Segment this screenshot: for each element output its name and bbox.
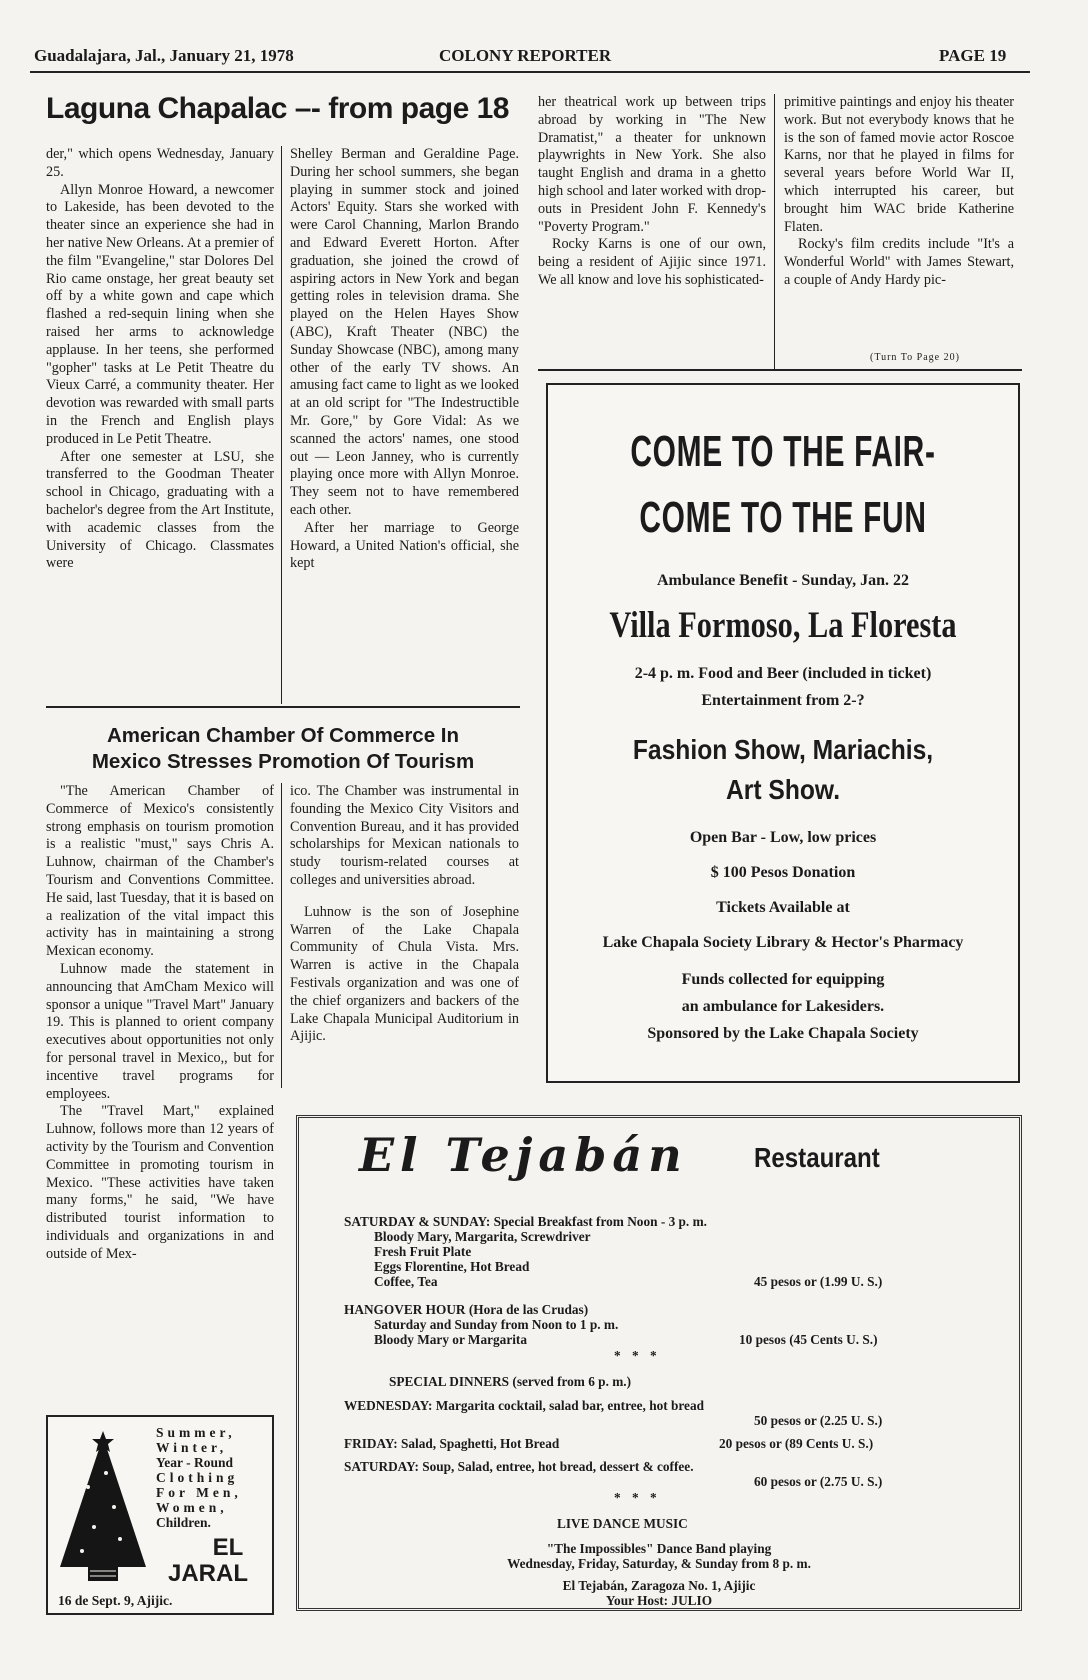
separator-stars: * * * [614, 1348, 661, 1363]
paragraph: Rocky's film credits include "It's a Wonderful World" with James Stewart, a couple of Andy Hardy pic- [784, 236, 1014, 288]
fair-sponsor: Sponsored by the Lake Chapala Society [647, 1025, 919, 1042]
chamber-column-2 [290, 783, 519, 1046]
el-jaral-description [156, 1425, 272, 1530]
chamber-headline-line-1: American Chamber Of Commerce In [106, 724, 460, 747]
paragraph: Rocky Karns is one of our own, being a resident of Ajijic since 1971. We all know and love his sophisticated- [538, 236, 766, 288]
paragraph: der," which opens Wednesday, January 25. [46, 146, 274, 180]
fair-bar: Open Bar - Low, low prices [689, 829, 877, 846]
masthead-rule [30, 71, 1030, 73]
chamber-column-1 [46, 783, 274, 1264]
article-headline: Laguna Chapalac –- from page 18 [46, 92, 509, 125]
restaurant-label: Restaurant [754, 1142, 880, 1173]
band-line: "The Impossibles" Dance Band playing [546, 1541, 772, 1556]
column-divider [774, 94, 775, 370]
menu-price: 45 pesos or (1.99 U. S.) [754, 1274, 883, 1289]
paragraph: primitive paintings and enjoy his theater work. But not everybody knows that he is the son of famed movie actor Roscoe Karns, nor that he played in films for several years before World War II, which interrupted his career, but brought him WAC bride Katherine Flaten. [784, 94, 1014, 235]
restaurant-host: Your Host: JULIO [605, 1593, 713, 1608]
fair-slogan-line-2: COME TO THE FUN [639, 493, 927, 542]
paragraph: her theatrical work up between trips abroad by working in "The New Dramatist," a theater for unknown playwrights in New York. She also taught English and drama in a ghetto high school and later worked with drop-outs in President John F. Kennedy's "Poverty Program." [538, 94, 766, 235]
dateline: Guadalajara, Jal., January 21, 1978 [34, 46, 294, 65]
page-number: PAGE 19 [939, 46, 1007, 65]
fair-location: Villa Formoso, La Floresta [609, 605, 957, 646]
separator-stars: * * * [614, 1490, 661, 1505]
section-rule [538, 369, 1022, 371]
el-jaral-name-2: JARAL [168, 1560, 249, 1587]
paragraph: After her marriage to George Howard, a United Nation's official, she kept [290, 519, 519, 572]
el-jaral-advertisement [46, 1415, 274, 1615]
fair-fashion-line-2: Art Show. [725, 774, 841, 805]
fair-entertainment: Entertainment from 2-? [701, 692, 865, 709]
el-jaral-line: Year - Round [156, 1455, 234, 1470]
chamber-headline [46, 723, 520, 775]
menu-price: 60 pesos or (2.75 U. S.) [754, 1474, 883, 1489]
el-jaral-line: Women, [156, 1500, 228, 1515]
el-jaral-line: Winter, [156, 1440, 228, 1455]
paragraph: Luhnow made the statement in announcing that AmCham Mexico will sponsor a unique "Travel Mart" January 19. This is planned to orient company executives about opportunities not only for personal travel in Mexico,, but for incentive travel programs for employees. [46, 960, 274, 1102]
paragraph: "The American Chamber of Commerce of Mexico's consistently strong emphasis on tourism promotion is a realistic "must," says Chris A. Luhnow, chairman of the Chamber's Tourism and Conventions Committee. He said, last Tuesday, that it is based on a realization of the vital impact this activity has in maintaining a strong Mexican economy. [46, 783, 274, 960]
el-jaral-address: 16 de Sept. 9, Ajijic. [58, 1593, 173, 1608]
turn-to-page: (Turn To Page 20) [870, 352, 960, 363]
article-column-4 [784, 94, 1014, 290]
paragraph: Allyn Monroe Howard, a newcomer to Lakeside, has been devoted to the theater since an experience she had in her native New Orleans. At a premier of the film "Evangeline," star Dolores Del Rio came onstage, her great beauty set off by a white gown and cape which flashed a red-sequin lining when she raised her arms to acknowledge applause. In her teens, she performed "gopher" tasks at Le Petit Theatre du Vieux Carré, a community theater. Her devotion was rewarded with small parts in the French and English plays produced in Le Petit Theatre. [46, 181, 274, 447]
fair-funds-line-2: an ambulance for Lakesiders. [681, 998, 885, 1015]
live-music-header: LIVE DANCE MUSIC [557, 1516, 688, 1531]
el-jaral-name-1: EL [212, 1534, 244, 1561]
paragraph: ico. The Chamber was instrumental in founding the Mexico City Visitors and Convention Bureau, and it has provided scholarships for Mexican nationals to study tourism-related courses at colleges and universities abroad. [290, 783, 519, 888]
christmas-tree-icon [54, 1427, 152, 1587]
special-dinners-header: SPECIAL DINNERS (served from 6 p. m.) [389, 1374, 632, 1389]
restaurant-name: El Tejabán [359, 1128, 688, 1182]
menu-item: Fresh Fruit Plate [374, 1244, 472, 1259]
menu-item: Eggs Florentine, Hot Bread [374, 1259, 530, 1274]
fair-donation: $ 100 Pesos Donation [710, 864, 856, 881]
menu-item: SATURDAY: Soup, Salad, entree, hot bread, dessert & coffee. [344, 1459, 694, 1474]
el-jaral-line: Children. [156, 1515, 211, 1530]
fair-tickets: Tickets Available at [716, 899, 850, 916]
chamber-headline-line-2: Mexico Stresses Promotion Of Tourism [91, 750, 475, 773]
column-divider [281, 783, 282, 1088]
fair-food: 2-4 p. m. Food and Beer (included in ticket) [634, 665, 932, 682]
paper-name: COLONY REPORTER [439, 46, 612, 65]
paragraph: After one semester at LSU, she transferred to the Goodman Theater school in Chicago, graduating with a bachelor's degree from the Art Institute, with academic classes from the University of Chicago. Classmates were [46, 448, 274, 572]
masthead [34, 46, 1034, 72]
paragraph: Luhnow is the son of Josephine Warren of the Lake Chapala Community of Chula Vista. Mrs. Warren is active in the Chapala Festivals organization and was one of the chief organizers and backers of the Lake Chapala Municipal Auditorium in Ajijic. [290, 903, 519, 1045]
menu-price: 20 pesos or (89 Cents U. S.) [719, 1436, 874, 1451]
days-line: Wednesday, Friday, Saturday, & Sunday from 8 p. m. [507, 1556, 811, 1571]
fair-fashion-line-1: Fashion Show, Mariachis, [632, 734, 934, 765]
article-column-1 [46, 146, 274, 573]
paragraph: Shelley Berman and Geraldine Page. During her school summers, she began playing in summer stock and joined Actors' Equity. Stars she worked with were Carol Channing, Marlon Brando and Edward Everett Horton. After graduation, she joined the crowd of aspiring actors in New York and began getting roles in television drama. She played on the Helen Hayes Show (ABC), Kraft Theater (NBC) the Sunday Showcase (NBC), among many other of the early TV shows. An amusing fact came to light as we looked at an old script for "The Indestructible Mr. Gore," by Gore Vidal: As we scanned the actors' names, one stood out — Leon Janney, who is currently playing once more with Allyn Monroe. They seem not to have remembered each other. [290, 146, 519, 518]
menu-item: Bloody Mary or Margarita [374, 1332, 528, 1347]
fair-ticket-locations: Lake Chapala Society Library & Hector's Pharmacy [602, 934, 964, 951]
menu-price: 10 pesos (45 Cents U. S.) [739, 1332, 878, 1347]
menu-item: FRIDAY: Salad, Spaghetti, Hot Bread [344, 1436, 560, 1451]
el-jaral-line: Summer, [156, 1425, 236, 1440]
article-column-2 [290, 146, 519, 573]
menu-item: Coffee, Tea [374, 1274, 438, 1289]
el-jaral-line: For Men, [156, 1485, 242, 1500]
fair-slogan-line-1: COME TO THE FAIR- [630, 427, 936, 476]
fair-benefit: Ambulance Benefit - Sunday, Jan. 22 [656, 572, 910, 589]
hangover-header: HANGOVER HOUR (Hora de las Crudas) [344, 1302, 589, 1317]
menu-price: 50 pesos or (2.25 U. S.) [754, 1413, 883, 1428]
section-rule [46, 706, 520, 708]
restaurant-advertisement [296, 1115, 1022, 1611]
article-column-3 [538, 94, 766, 290]
paragraph: The "Travel Mart," explained Luhnow, follows more than 12 years of activity by the Tourism and Convention Committee in promoting tourism in Mexico. "These activities have taken many forms," he said, "We have distributed tourist information to individuals and organizations in and outside of Mex- [46, 1103, 274, 1262]
fair-advertisement [546, 383, 1020, 1083]
menu-item: WEDNESDAY: Margarita cocktail, salad bar, entree, hot bread [344, 1398, 705, 1413]
fair-funds-line-1: Funds collected for equipping [681, 971, 885, 988]
restaurant-address: El Tejabán, Zaragoza No. 1, Ajijic [562, 1578, 756, 1593]
menu-item: Saturday and Sunday from Noon to 1 p. m. [374, 1317, 619, 1332]
column-divider [281, 146, 282, 704]
weekend-header: SATURDAY & SUNDAY: Special Breakfast from Noon - 3 p. m. [344, 1214, 707, 1229]
el-jaral-line: Clothing [156, 1470, 239, 1485]
menu-item: Bloody Mary, Margarita, Screwdriver [374, 1229, 591, 1244]
